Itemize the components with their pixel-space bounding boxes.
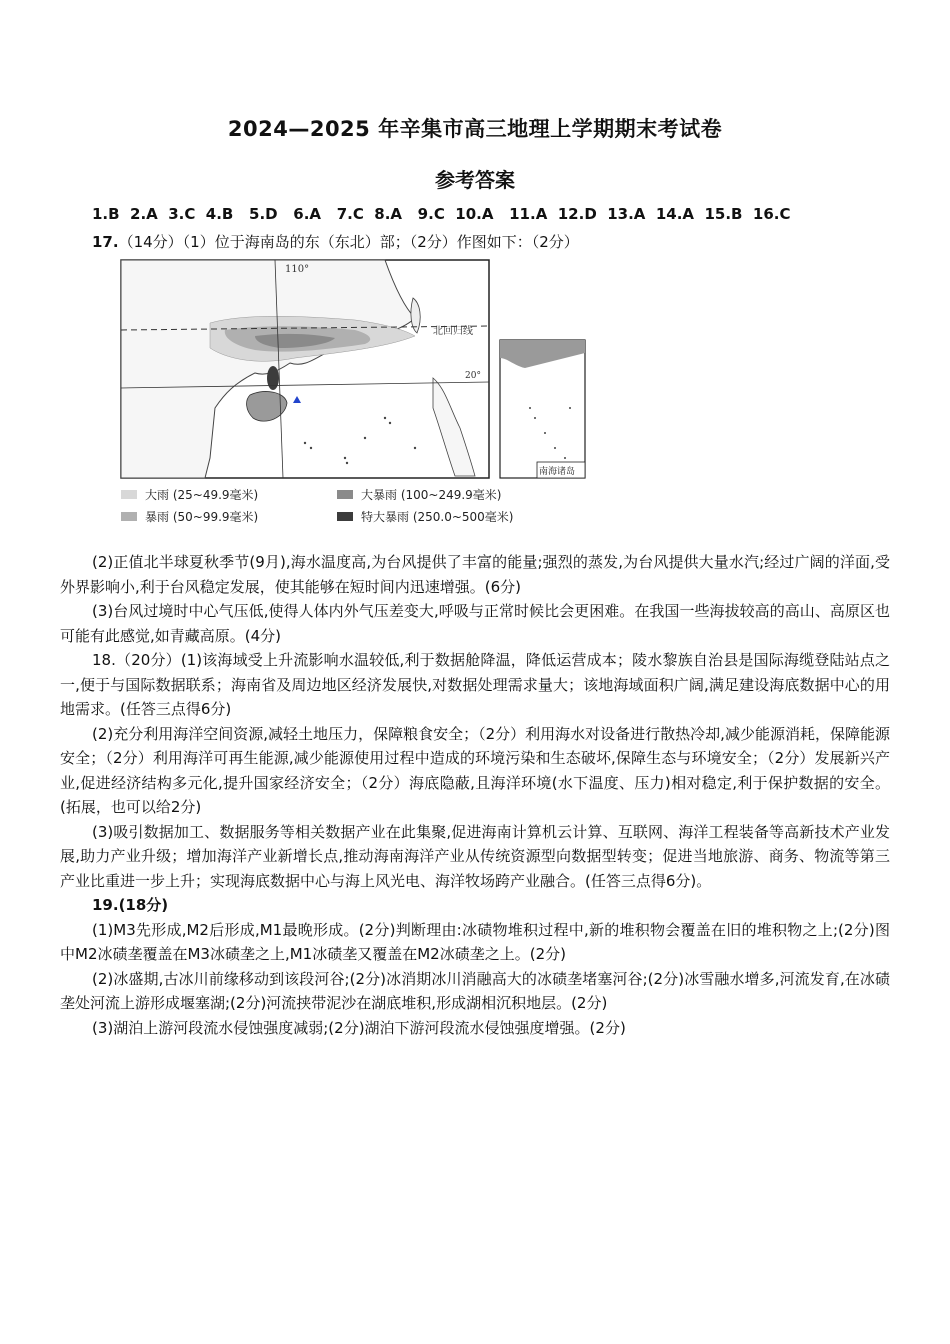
q17-label: 17. [92, 233, 119, 251]
legend-label-1: 大雨 (25~49.9毫米) [145, 488, 259, 502]
answer-body [60, 550, 890, 1040]
q18-part3: (3)吸引数据加工、数据服务等相关数据产业在此集聚,促进海南计算机云计算、互联网、海洋工程装备等高新技术产业发展,助力产业升级；增加海洋产业新增长点,推动海南海洋产业从传统资源型向数据型转变；促进当地旅游、商务、物流等第三产业比重进一步上升；实现海底数据中心与海上风光电、海洋牧场跨产业融合。(任答三点得6分)。 [60, 822, 890, 890]
q18-part2: (2)充分利用海洋空间资源,减轻土地压力，保障粮食安全；（2分）利用海水对设备进行散热冷却,减少能源消耗，保障能源安全；（2分）利用海洋可再生能源,减少能源使用过程中造成的环境污染和生态破坏,保障生态与环境安全；（2分）发展新兴产业,促进经济结构多元化,提升国家经济安全；（2分）海底隐蔽,且海洋环境(水下温度、压力)相对稳定,利于保护数据的安全。(拓展，也可以给2分) [60, 724, 890, 816]
label-tropic: 北回归线 [433, 326, 473, 337]
q17-part3: (3)台风过境时中心气压低,使得人体内外气压差变大,呼吸与正常时候比会更困难。在我国一些海拔较高的高山、高原区也可能有此感觉,如青藏高原。(4分) [60, 602, 890, 645]
q19-heading: 19.(18分) [92, 896, 169, 914]
legend-swatch-4 [337, 512, 353, 521]
rain-zone-extreme [267, 366, 279, 390]
rainfall-map [115, 258, 590, 533]
legend-swatch-1 [121, 490, 137, 499]
legend [121, 487, 514, 524]
q19-part1: (1)M3先形成,M2后形成,M1最晚形成。(2分)判断理由:冰碛物堆积过程中,新的堆积物会覆盖在旧的堆积物之上;(2分)图中M2冰碛垄覆盖在M3冰碛垄之上,M1冰碛垄又覆盖在M2冰碛垄之上。(2分) [60, 920, 890, 963]
label-lat: 20° [465, 371, 481, 381]
inset-label: 南海诸岛 [539, 467, 576, 477]
q19-part3: (3)湖泊上游河段流水侵蚀强度减弱;(2分)湖泊下游河段流水侵蚀强度增强。(2分) [92, 1018, 626, 1037]
legend-label-2: 大暴雨 (100~249.9毫米) [361, 488, 502, 502]
legend-swatch-3 [121, 512, 137, 521]
page-title: 2024—2025 年辛集市高三地理上学期期末考试卷 [227, 117, 723, 141]
choice-answers: 1.B 2.A 3.C 4.B 5.D 6.A 7.C 8.A 9.C 10.A 11.A 12.D 13.A 14.A 15.B 16.C [92, 205, 791, 223]
q19-part2: (2)冰盛期,古冰川前缘移动到该段河谷;(2分)冰消期冰川消融高大的冰碛垄堵塞河谷;(2分)冰雪融水增多,河流发育,在冰碛垄处河流上游形成堰塞湖;(2分)河流挟带泥沙在湖底堆积,形成湖相沉积地层。(2分) [60, 969, 890, 1012]
q17-line [92, 231, 579, 252]
q18-part1: 18.（20分）(1)该海域受上升流影响水温较低,利于数据舱降温，降低运营成本；陵水黎族自治县是国际海缆登陆站点之一,便于与国际数据联系；海南省及周边地区经济发展快,对数据处理需求量大；该地海域面积广阔,满足建设海底数据中心的用地需求。(任答三点得6分) [60, 651, 890, 718]
legend-label-4: 特大暴雨 (250.0~500毫米) [361, 510, 514, 524]
label-lon: 110° [285, 264, 310, 275]
page-subtitle: 参考答案 [435, 168, 515, 192]
q17-part2: (2)正值北半球夏秋季节(9月),海水温度高,为台风提供了丰富的能量;强烈的蒸发,为台风提供大量水汽;经过广阔的洋面,受外界影响小,利于台风稳定发展，使其能够在短时间内迅速增强。(6分) [60, 553, 890, 596]
legend-label-3: 暴雨 (50~99.9毫米) [145, 510, 259, 524]
legend-swatch-2 [337, 490, 353, 499]
q17-text: （14分）（1）位于海南岛的东（东北）部；（2分）作图如下：（2分） [118, 233, 579, 251]
